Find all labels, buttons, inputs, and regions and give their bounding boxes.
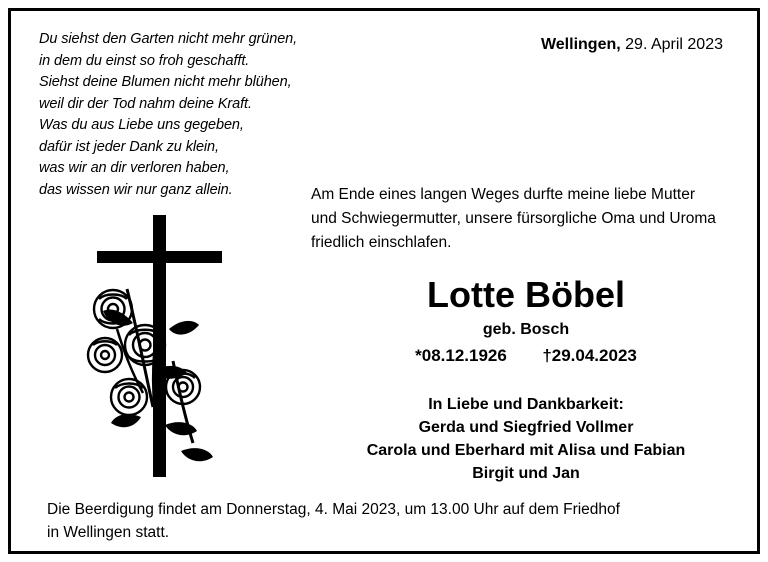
- mourners-block: [311, 393, 741, 485]
- mourners-lead: In Liebe und Dankbarkeit:: [428, 396, 624, 413]
- maiden-name: geb. Bosch: [482, 321, 570, 338]
- deceased-name: Lotte Böbel: [427, 274, 625, 315]
- life-dates: [311, 346, 741, 366]
- intro-line: und Schwiegermutter, unsere fürsorgliche Oma und Uroma: [311, 210, 716, 227]
- poem-line: Du siehst den Garten nicht mehr grünen,: [39, 31, 298, 47]
- poem-line: Was du aus Liebe uns gegeben,: [39, 117, 244, 133]
- poem-block: [39, 29, 329, 201]
- poem-line: das wissen wir nur ganz allein.: [39, 181, 233, 198]
- funeral-details: [47, 498, 737, 544]
- poem-line: Siehst deine Blumen nicht mehr blühen,: [39, 74, 292, 90]
- intro-line: Am Ende eines langen Weges durfte meine liebe Mutter: [311, 186, 695, 203]
- funeral-line: in Wellingen statt.: [47, 524, 170, 541]
- obituary-notice-card: [8, 8, 760, 554]
- poem-line: was wir an dir verloren haben,: [39, 160, 230, 176]
- mourner-line: Carola und Eberhard mit Alisa und Fabian: [366, 442, 686, 459]
- deceased-block: [311, 273, 741, 366]
- cross-with-roses-icon: [69, 211, 279, 481]
- place-and-date: [541, 36, 723, 54]
- mourner-line: Gerda und Siegfried Vollmer: [418, 419, 634, 436]
- place-label: Wellingen,: [540, 36, 621, 53]
- funeral-line: Die Beerdigung findet am Donnerstag, 4. Mai 2023, um 13.00 Uhr auf dem Friedhof: [47, 501, 620, 518]
- date-label: 29. April 2023: [625, 36, 723, 53]
- birth-date: *08.12.1926: [415, 346, 507, 365]
- intro-line: friedlich einschlafen.: [311, 234, 452, 251]
- poem-line: in dem du einst so froh geschafft.: [39, 52, 250, 69]
- poem-line: dafür ist jeder Dank zu klein,: [39, 138, 219, 155]
- poem-line: weil dir der Tod nahm deine Kraft.: [39, 95, 252, 112]
- mourner-line: Birgit und Jan: [472, 465, 580, 482]
- death-date: †29.04.2023: [542, 346, 637, 365]
- intro-paragraph: [311, 183, 741, 255]
